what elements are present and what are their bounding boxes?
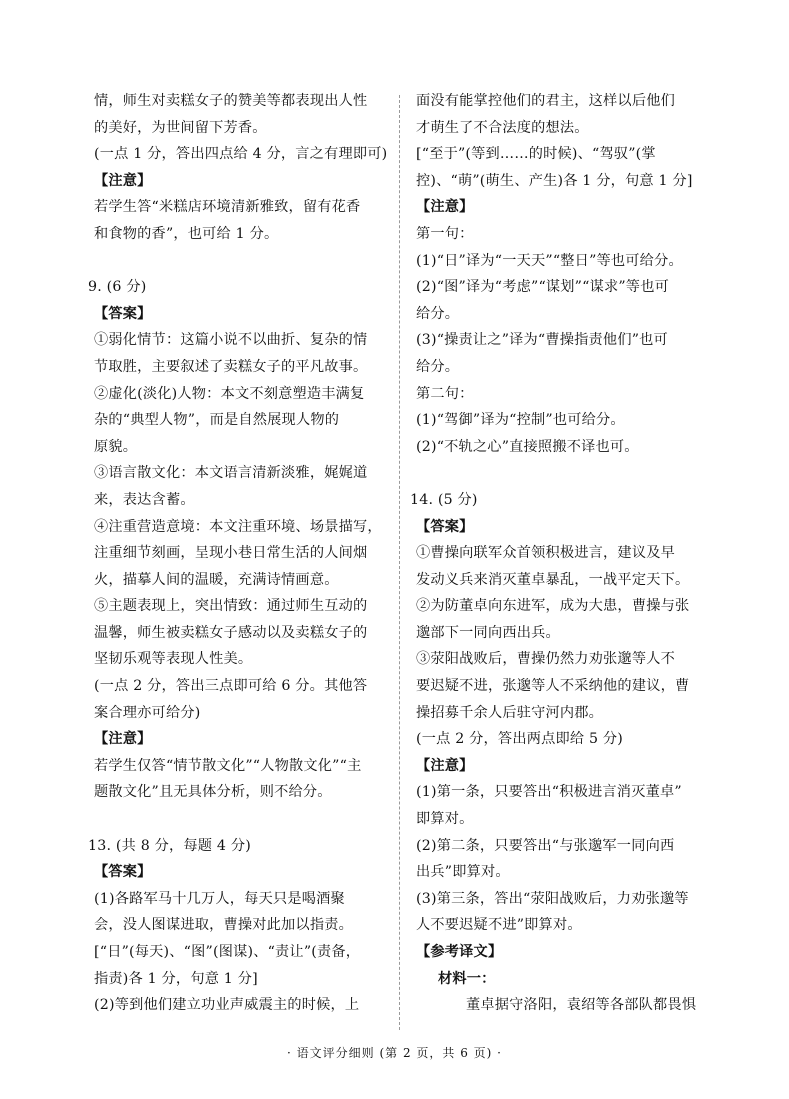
q9-note-line: 若学生仅答“情节散文化”“人物散文化”“主: [94, 757, 362, 774]
q13-header: 13. (共 8 分，每题 4 分): [88, 837, 251, 854]
q14-answer-line: 邈部下一同向西出兵。: [416, 624, 560, 641]
column-divider: [399, 95, 400, 1030]
q9-answer-line: ③语言散文化：本文语言清新淡雅，娓娓道: [94, 465, 368, 482]
q8-note-line: 若学生答“米糕店环境清新雅致，留有花香: [94, 199, 361, 216]
q13-answer-line: 面没有能掌控他们的君主，这样以后他们: [416, 93, 675, 109]
q9-answer-line: 来，表达含蓄。: [94, 491, 195, 508]
q13-note-line: 给分。: [416, 358, 460, 375]
q13-note-line: (2)“图”译为“考虑”“谋划”“谋求”等也可: [416, 279, 669, 296]
q13-note-label: 【注意】: [416, 199, 474, 216]
q13-answer-line: [“日”(每天)、“图”(图谋)、“责让”(责备，: [94, 944, 361, 960]
q13-note-line: (2)“不轨之心”直接照搬不译也可。: [416, 438, 639, 455]
q13-answer-line: (1)各路军马十几万人，每天只是喝酒聚: [94, 890, 345, 907]
q9-answer-line: ②虚化(淡化)人物：本文不刻意塑造丰满复: [94, 385, 365, 402]
q9-answer-line: 节取胜，主要叙述了卖糕女子的平凡故事。: [94, 358, 368, 375]
q13-answer-line: (2)等到他们建立功业声威震主的时候，上: [94, 997, 360, 1014]
q14-header: 14. (5 分): [410, 491, 478, 508]
q13-answer-line: 才萌生了不合法度的想法。: [416, 119, 589, 136]
left-column: [88, 88, 390, 1019]
q9-header: 9. (6 分): [88, 279, 147, 296]
q9-note-label: 【注意】: [94, 731, 152, 748]
right-column: [410, 88, 720, 1019]
q9-answer-line: 坚韧乐观等表现人性美。: [94, 651, 253, 668]
q13-note-line: 第二句：: [416, 385, 474, 402]
q14-answer-line: 操招募千余人后驻守河内郡。: [416, 704, 604, 721]
q13-answer-line: 指责)各 1 分，句意 1 分]: [94, 970, 258, 987]
q9-answer-line: ⑤主题表现上，突出情致：通过师生互动的: [94, 598, 368, 615]
q14-note-line: (3)第三条，答出“荥阳战败后，力劝张邈等: [416, 890, 689, 907]
q9-answer-label: 【答案】: [94, 305, 152, 322]
page-footer: · 语文评分细则 (第 2 页，共 6 页) ·: [287, 1046, 502, 1060]
q14-note-label: 【注意】: [416, 757, 474, 774]
q13-note-line: (1)“驾御”译为“控制”也可给分。: [416, 412, 625, 429]
q14-answer-line: (一点 2 分，答出两点即给 5 分): [416, 731, 624, 748]
q8-answer-line: 的美好，为世间留下芳香。: [94, 119, 267, 136]
spacer: [88, 806, 390, 833]
q14-answer-line: ③荥阳战败后，曹操仍然力劝张邈等人不: [416, 651, 675, 668]
q9-answer-line: ④注重营造意境：本文注重环境、场景描写，: [94, 518, 382, 535]
q9-answer-line: 温馨，师生被卖糕女子感动以及卖糕女子的: [94, 624, 368, 641]
reference-translation-label: 【参考译文】: [416, 944, 503, 960]
q9-answer-line: ①弱化情节：这篇小说不以曲折、复杂的情: [94, 332, 368, 349]
q9-answer-line: (一点 2 分，答出三点即可给 6 分。其他答: [94, 678, 368, 695]
q14-answer-line: 发动义兵来消灭董卓暴乱，一战平定天下。: [416, 571, 690, 588]
q13-note-line: 给分。: [416, 305, 460, 322]
spacer: [88, 248, 390, 275]
material-label: 材料一：: [438, 970, 496, 987]
q13-answer-line: 控)、“萌”(萌生、产生)各 1 分，句意 1 分]: [416, 172, 693, 189]
q8-note-line: 和食物的香”，也可给 1 分。: [94, 225, 279, 242]
q13-note-line: (1)“日”译为“一天天”“整日”等也可给分。: [416, 252, 683, 269]
spacer: [410, 460, 720, 487]
q8-answer-line: 情，师生对卖糕女子的赞美等都表现出人性: [94, 93, 368, 109]
q9-answer-line: 案合理亦可给分): [94, 704, 201, 721]
q9-answer-line: 火，描摹人间的温暖，充满诗情画意。: [94, 571, 339, 588]
q14-answer-line: ①曹操向联军众首领积极进言，建议及早: [416, 545, 675, 562]
q14-note-line: 即算对。: [416, 811, 474, 828]
q14-note-line: (2)第二条，只要答出“与张邈军一同向西: [416, 837, 675, 854]
q13-note-line: 第一句：: [416, 225, 474, 242]
q14-note-line: 出兵”即算对。: [416, 864, 510, 881]
q9-answer-line: 杂的“典型人物”，而是自然展现人物的: [94, 412, 340, 429]
q9-note-line: 题散文化”且无具体分析，则不给分。: [94, 784, 332, 801]
q9-answer-line: 原貌。: [94, 438, 138, 455]
q9-answer-line: 注重细节刻画，呈现小巷日常生活的人间烟: [94, 545, 368, 562]
q14-note-line: 人不要迟疑不进”即算对。: [416, 917, 582, 934]
q8-note-label: 【注意】: [94, 172, 152, 189]
q8-answer-line: (一点 1 分，答出四点给 4 分，言之有理即可): [94, 146, 388, 163]
q13-answer-line: [“至于”(等到……的时候)、“驾驭”(掌: [416, 146, 656, 163]
q13-answer-line: 会，没人图谋进取，曹操对此加以指责。: [94, 917, 353, 934]
q13-note-line: (3)“操责让之”译为“曹操指责他们”也可: [416, 332, 668, 349]
q14-answer-line: ②为防董卓向东进军，成为大患，曹操与张: [416, 598, 690, 615]
q14-answer-line: 要迟疑不进，张邈等人不采纳他的建议，曹: [416, 678, 690, 695]
q13-answer-label: 【答案】: [94, 864, 152, 881]
q14-answer-label: 【答案】: [416, 518, 474, 535]
q14-note-line: (1)第一条，只要答出“积极进言消灭董卓”: [416, 784, 682, 801]
material-text-line: 董卓据守洛阳，袁绍等各部队都畏惧: [466, 997, 697, 1014]
